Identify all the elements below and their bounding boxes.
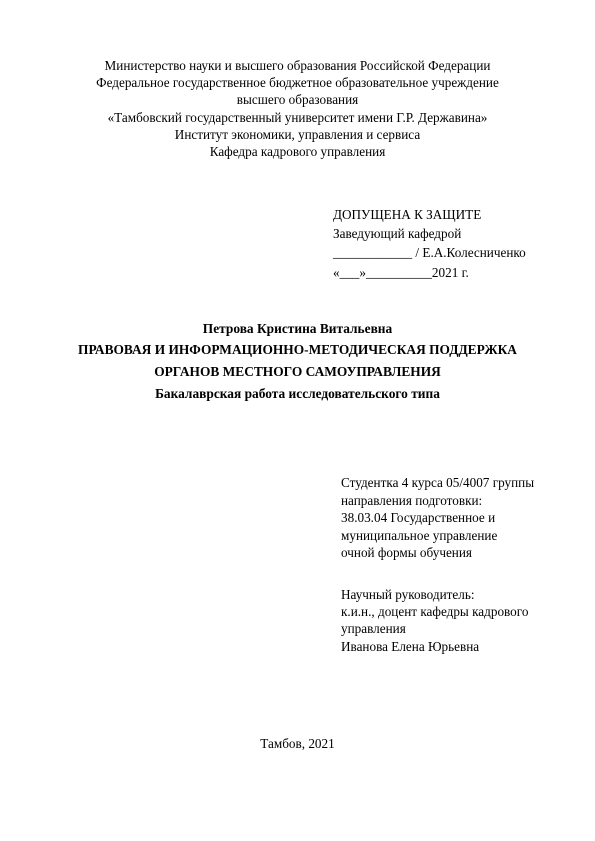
- supervisor-degree-line: к.и.н., доцент кафедры кадрового: [341, 604, 529, 620]
- approval-block: [333, 205, 573, 282]
- student-direction-code-line: 38.03.04 Государственное и: [341, 510, 496, 526]
- institution-header: [60, 57, 535, 160]
- student-course-line: Студентка 4 курса 05/4007 группы: [341, 475, 535, 490]
- supervisor-name: Иванова Елена Юрьевна: [341, 638, 480, 654]
- thesis-title-line-1: ПРАВОВАЯ И ИНФОРМАЦИОННО-МЕТОДИЧЕСКАЯ ПОДДЕРЖКА: [78, 342, 517, 357]
- student-study-form-line: очной формы обучения: [341, 545, 472, 561]
- student-direction-name-line: муниципальное управление: [341, 527, 498, 543]
- education-level-line: высшего образования: [236, 92, 359, 108]
- approval-heading: ДОПУЩЕНА К ЗАЩИТЕ: [333, 207, 482, 222]
- student-info-block: [341, 474, 581, 562]
- thesis-title-block: [20, 318, 575, 405]
- student-direction-label: направления подготовки:: [341, 492, 483, 508]
- department-line: Кафедра кадрового управления: [209, 144, 386, 160]
- work-type: Бакалаврская работа исследовательского типа: [155, 386, 440, 401]
- approval-signature-line: ____________ / Е.А.Колесниченко: [333, 245, 526, 261]
- supervisor-department-line: управления: [341, 621, 406, 637]
- institute-line: Институт экономики, управления и сервиса: [174, 126, 421, 142]
- author-name: Петрова Кристина Витальевна: [202, 321, 393, 336]
- city-year: Тамбов, 2021: [260, 736, 335, 751]
- ministry-line: Министерство науки и высшего образования Российской Федерации: [104, 58, 491, 73]
- university-name-line: «Тамбовский государственный университет имени Г.Р. Державина»: [107, 109, 488, 125]
- supervisor-info-block: [341, 586, 581, 655]
- approval-head-of-department: Заведующий кафедрой: [333, 226, 462, 242]
- institution-type-line: Федеральное государственное бюджетное образовательное учреждение: [96, 75, 499, 91]
- thesis-title-line-2: ОРГАНОВ МЕСТНОГО САМОУПРАВЛЕНИЯ: [154, 363, 441, 379]
- approval-date-line: «___»__________2021 г.: [333, 264, 469, 280]
- supervisor-label: Научный руководитель:: [341, 587, 475, 602]
